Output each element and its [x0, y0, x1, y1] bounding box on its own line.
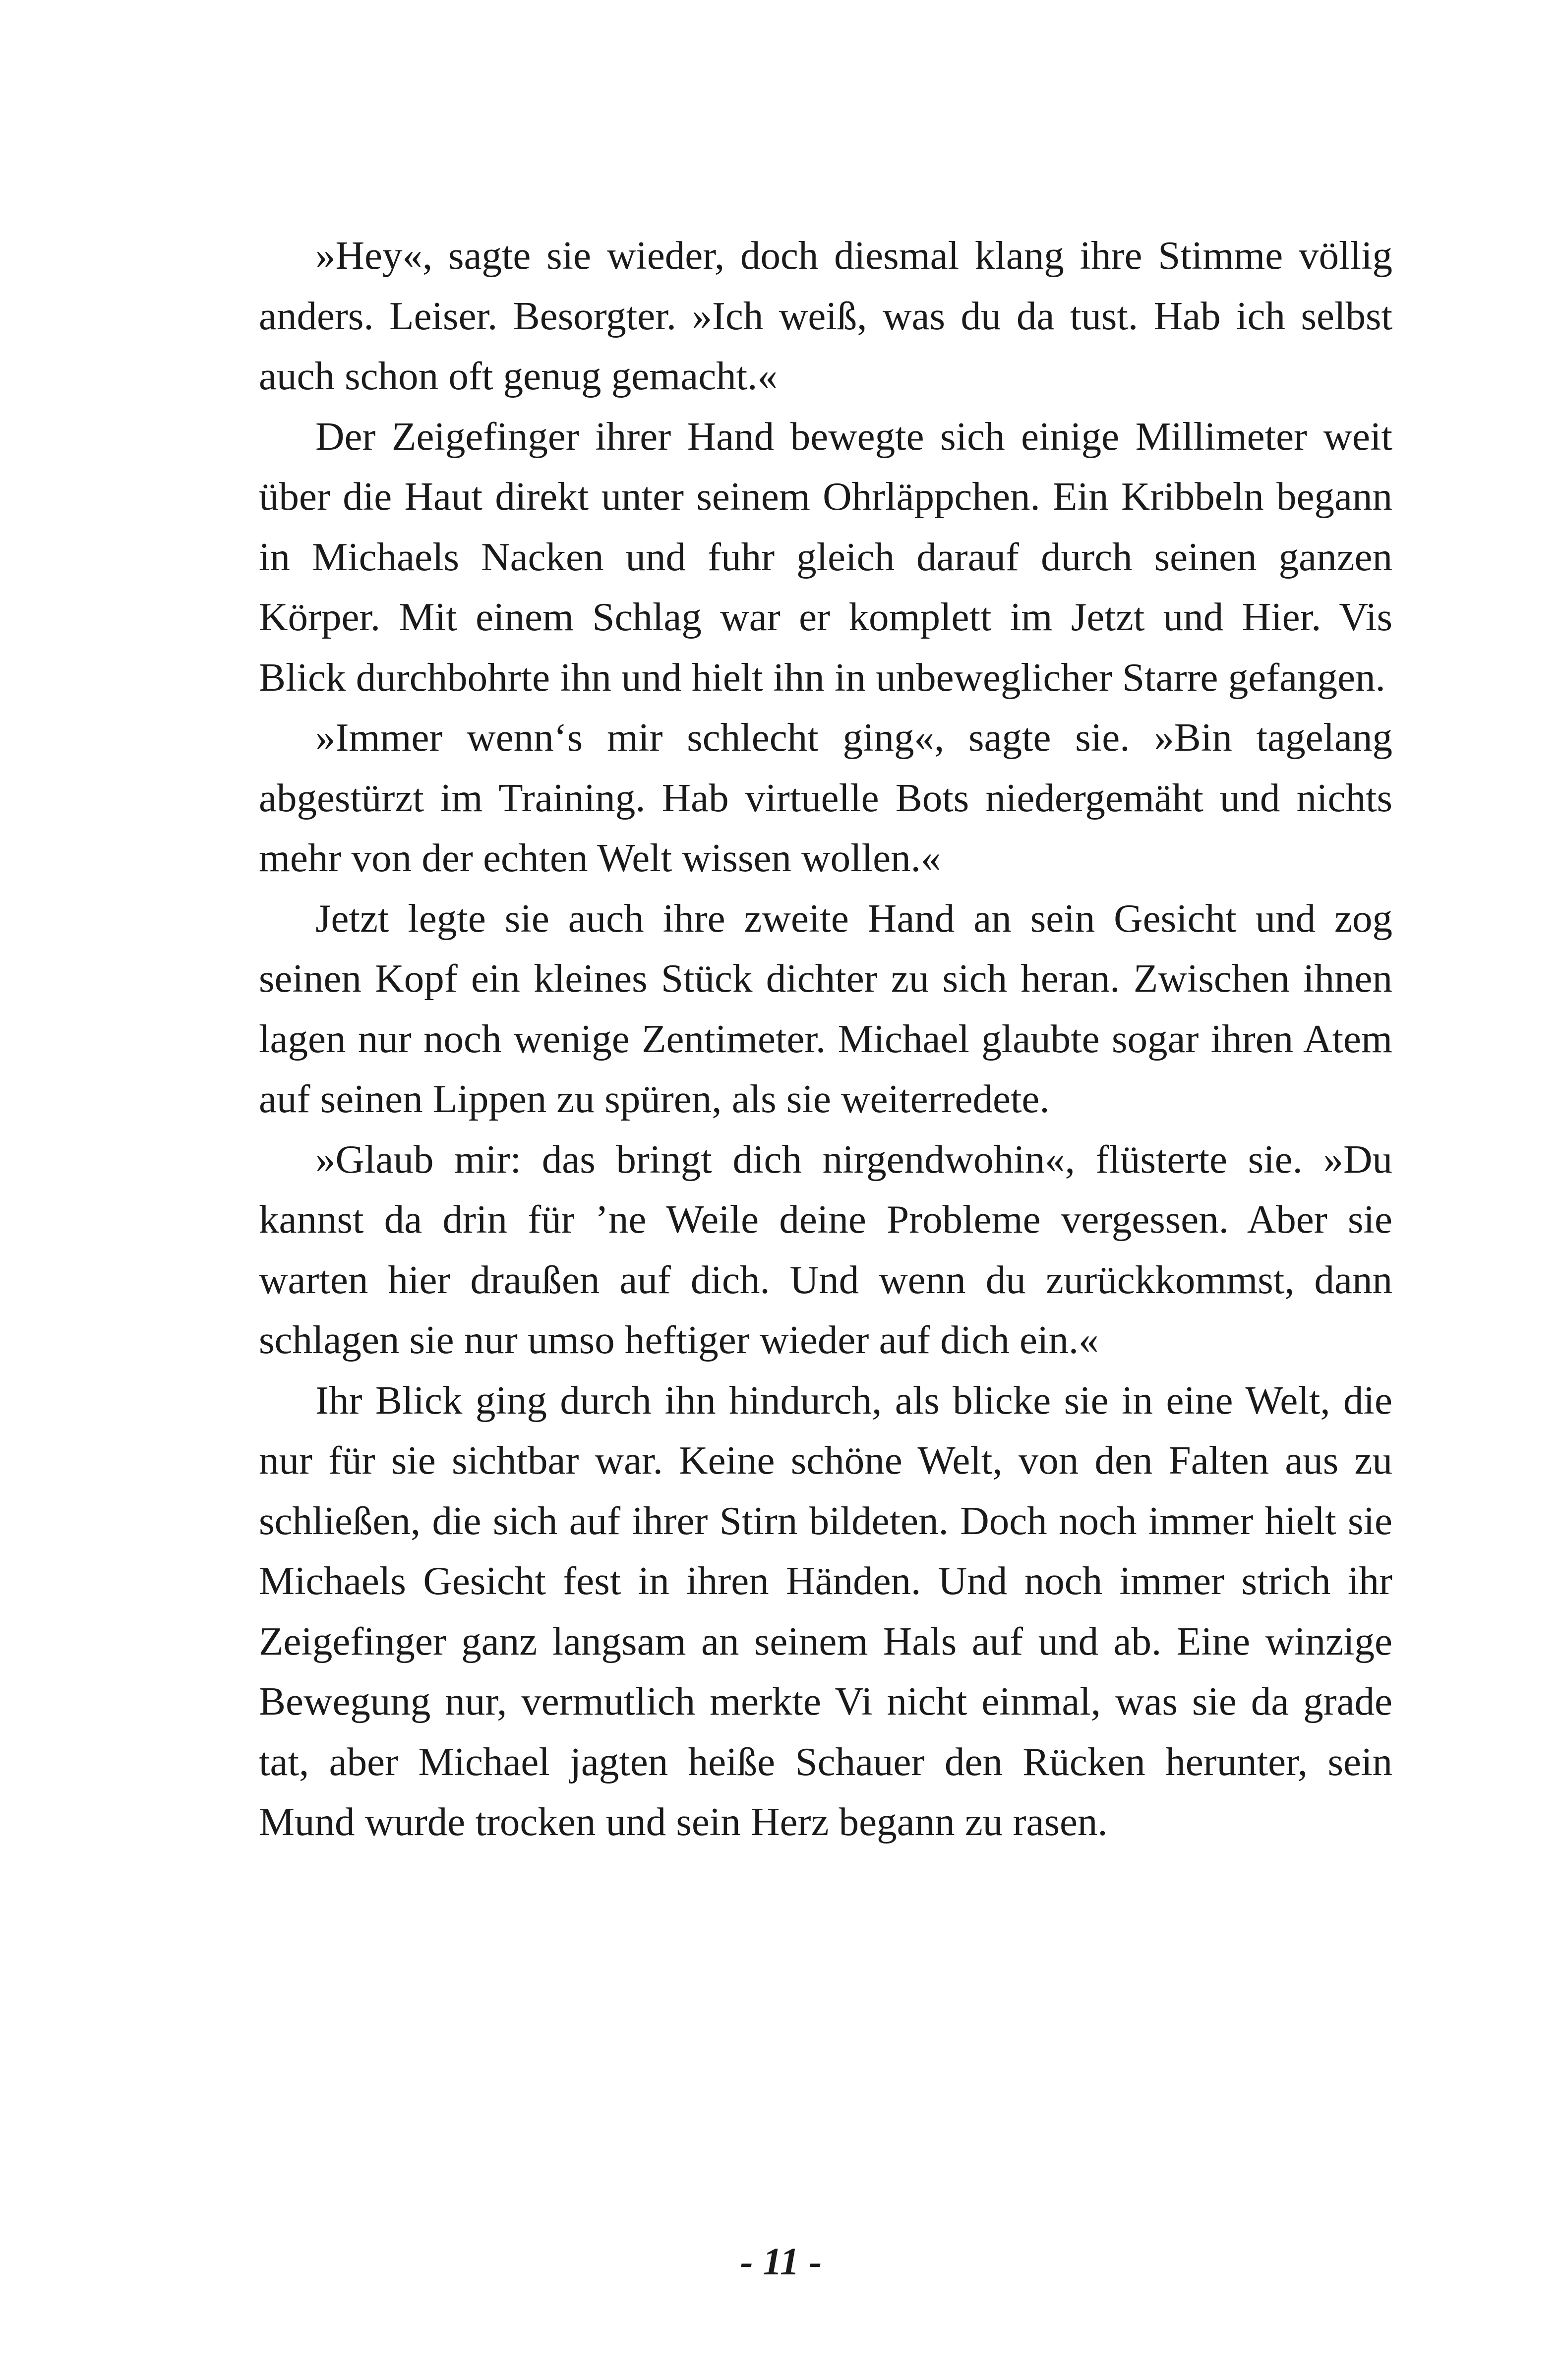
paragraph-3: »Immer wenn‘s mir schlecht ging«, sagte sie. »Bin tagelang abgestürzt im Training. Hab virtuelle Bots niedergemäht und nichts mehr von der echten Welt wissen wollen.« [259, 715, 1392, 880]
paragraph-2: Der Zeigefinger ihrer Hand bewegte sich einige Millimeter weit über die Haut direkt unter seinem Ohrläppchen. Ein Kribbeln begann in Michaels Nacken und fuhr gleich darauf durch seinen ganzen Körper. Mit einem Schlag war er komplett im Jetzt und Hier. Vis Blick durchbohrte ihn und hielt ihn in unbeweglicher Starre gefangen. [259, 414, 1392, 700]
paragraph-1: »Hey«, sagte sie wieder, doch diesmal klang ihre Stimme völlig anders. Leiser. Besorgter. »Ich weiß, was du da tust. Hab ich selbst auch schon oft genug gemacht.« [259, 233, 1392, 398]
page-number: - 11 - [740, 2240, 822, 2283]
paragraph-6: Ihr Blick ging durch ihn hindurch, als blicke sie in eine Welt, die nur für sie sichtbar war. Keine schöne Welt, von den Falten aus zu schließen, die sich auf ihrer Stirn bildeten. Doch noch immer hielt sie Michaels Gesicht fest in ihren Händen. Und noch immer strich ihr Zeigefinger ganz langsam an seinem Hals auf und ab. Eine winzige Bewegung nur, vermutlich merkte Vi nicht einmal, was sie da grade tat, aber Michael jagten heiße Schauer den Rücken herunter, sein Mund wurde trocken und sein Herz begann zu rasen. [259, 1377, 1392, 1844]
paragraph-4: Jetzt legte sie auch ihre zweite Hand an sein Gesicht und zog seinen Kopf ein kleines Stück dichter zu sich heran. Zwischen ihnen lagen nur noch wenige Zentimeter. Michael glaubte sogar ihren Atem auf seinen Lippen zu spüren, als sie weiterredete. [259, 895, 1392, 1121]
body-text [259, 226, 1392, 1852]
paragraph-5: »Glaub mir: das bringt dich nirgendwohin«, flüsterte sie. »Du kannst da drin für ’ne Weile deine Probleme vergessen. Aber sie warten hier draußen auf dich. Und wenn du zurückkommst, dann schlagen sie nur umso heftiger wieder auf dich ein.« [259, 1136, 1392, 1362]
